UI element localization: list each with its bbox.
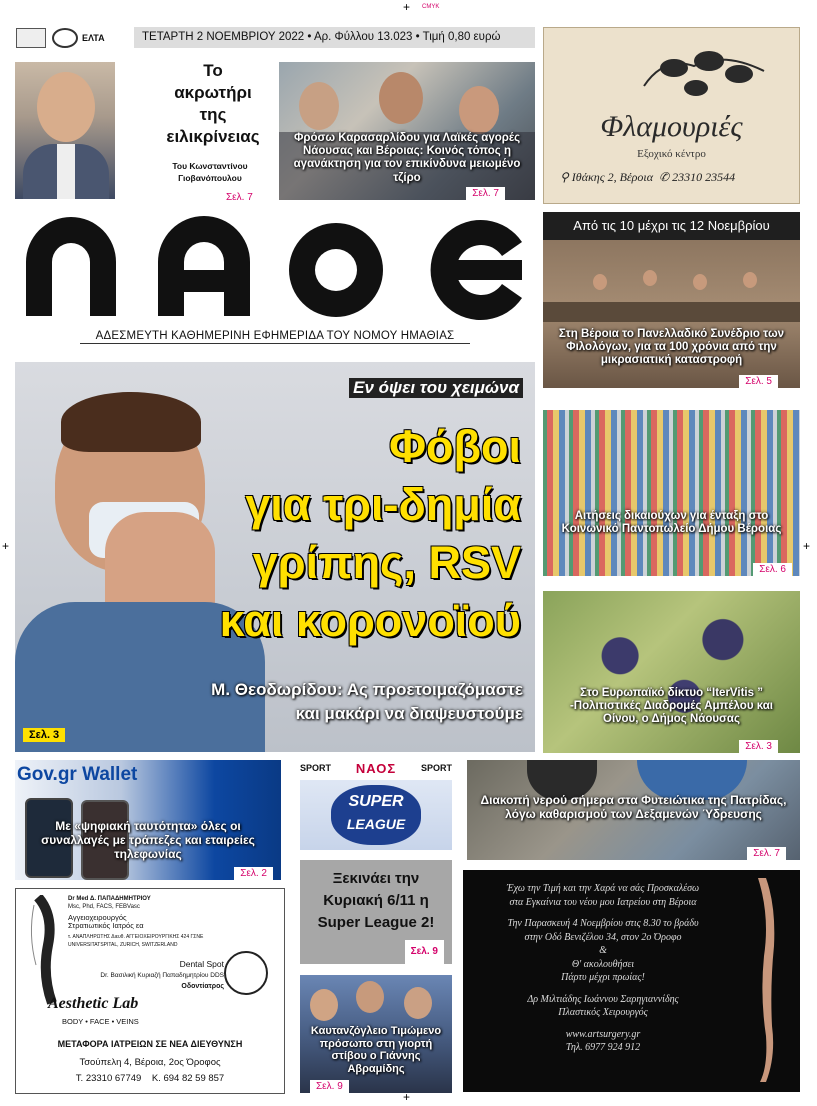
columnist-photo (15, 62, 115, 199)
congress-photo (543, 240, 800, 388)
invite-spacer (469, 1020, 737, 1028)
cmyk-mark: CMYK (422, 4, 440, 10)
column-title-line: της (199, 105, 227, 124)
vitis-page-ref: Σελ. 3 (739, 740, 778, 753)
congress-banner: Από τις 10 μέχρι τις 12 Νοεμβρίου (543, 212, 800, 240)
markets-photo (279, 62, 535, 200)
sport-logo: ΝΑΟΣ (355, 760, 397, 776)
wallet-caption: Με «ψηφιακή ταυτότητα» όλες οι συναλλαγές με τράπεζες και εταιρείες τηλεφωνίας (41, 819, 255, 861)
doc1-title: Αγγειοχειρουργός (68, 913, 127, 922)
invitation-text (469, 882, 737, 1055)
registration-mark: + (2, 539, 10, 553)
congress-story[interactable] (543, 212, 800, 388)
invite-line: Πλαστικός Χειρουργός (558, 1007, 648, 1018)
doctors-ad[interactable] (15, 888, 285, 1094)
doc1-name: Dr Med Δ. ΠΑΠΑΔΗΜΗΤΡΙΟΥ (68, 896, 151, 902)
phone-icon: ✆ (656, 170, 670, 184)
doc1-info (68, 895, 203, 949)
kaftanzoglio-caption: Καυτανζόγλειο Τιμώμενο πρόσωπο στη γιορτή στίβου ο Γιάννης Αβραμίδης (310, 1025, 442, 1075)
congress-page-ref: Σελ. 5 (739, 375, 778, 388)
water-page-ref: Σελ. 7 (747, 847, 786, 860)
location-pin-icon: ⚲ (560, 170, 569, 184)
barcode-icon (16, 28, 46, 48)
vitis-story[interactable] (543, 591, 800, 753)
main-kicker: Εν όψει του χειμώνα (349, 378, 523, 398)
grocery-caption: Αιτήσεις δικαιούχων για ένταξη στο Κοινωνικό Παντοπωλείο Δήμου Βέροιας (561, 510, 782, 536)
wallet-brand: Gov.gr Wallet (17, 764, 138, 785)
invite-spacer (469, 909, 737, 917)
date-line: ΤΕΤΑΡΤΗ 2 ΝΟΕΜΒΡΙΟΥ 2022 • Αρ. Φύλλου 13.023 • Τιμή 0,80 ευρώ (134, 27, 535, 48)
invite-line: στην Οδό Βενιζέλου 34, στον 2ο Όροφο (524, 931, 682, 943)
elta-emblem-icon (52, 28, 78, 48)
doctors-address: Τσούπελη 4, Βέροια, 2ος Όροφος (79, 1057, 221, 1068)
masthead-logo (18, 212, 528, 322)
water-story[interactable] (467, 760, 800, 860)
invite-line: Πάρτυ μέχρι πρωίας! (561, 972, 645, 983)
dental-info (100, 959, 224, 992)
flamouries-name: Φλαμουριές (600, 110, 743, 143)
markets-page-ref: Σελ. 7 (466, 187, 505, 200)
badge-line: SUPER (348, 793, 404, 810)
invite-line: www.artsurgery.gr (565, 1028, 641, 1040)
invite-line: Θ' ακολουθήσει (571, 958, 635, 970)
congress-caption: Στη Βέροια το Πανελλαδικό Συνέδριο των Φιλολόγων, για τα 100 χρόνια από την μικρασιατική καταστροφή (558, 328, 785, 367)
lab-name: Aesthetic Lab (48, 995, 139, 1012)
column-title-line: ειλικρίνειας (166, 127, 260, 146)
wallet-story[interactable] (15, 760, 281, 880)
column-title-line: ακρωτήρι (174, 83, 252, 102)
invitation-ad[interactable] (463, 870, 800, 1092)
leg-silhouette-icon (736, 876, 786, 1086)
markets-caption: Φρόσω Καρασαρλίδου για Λαϊκές αγορές Νάουσας και Βέροιας: Κοινός τόπος η αγανάκτηση για τον επικίνδυνα μειωμένο τζίρο (293, 132, 521, 184)
dental-title: Οδοντίατρος (181, 983, 224, 990)
tooth-icon (224, 951, 268, 995)
relocation-notice: ΜΕΤΑΦΟΡΑ ΙΑΤΡΕΙΩΝ ΣΕ ΝΕΑ ΔΙΕΥΘΥΝΣΗ (57, 1039, 243, 1049)
column-title (128, 60, 298, 148)
registration-mark: + (403, 1090, 411, 1104)
author-line: Του Κωνσταντίνου (172, 161, 248, 171)
doc1-title: Στρατιωτικός Ιατρός εα (68, 921, 144, 930)
invite-line: Τηλ. 6977 924 912 (565, 1042, 641, 1053)
registration-mark: + (803, 539, 811, 553)
vitis-caption: Στο Ευρωπαϊκό δίκτυο “IterVitis ” -Πολιτιστικές Διαδρομές Αμπέλου και Οίνου, ο Δήμος Νάουσας (569, 687, 774, 726)
badge-line: LEAGUE (346, 816, 406, 832)
headline-line: για τρι-δημία (245, 479, 521, 530)
headline-line: γρίπης, RSV (252, 537, 521, 588)
kaftanzoglio-page-ref: Σελ. 9 (310, 1080, 349, 1093)
subhead-line: και μακάρι να διαψευστούμε (295, 704, 523, 723)
main-subhead (211, 678, 523, 726)
invite-line: Την Παρασκευή 4 Νοεμβρίου στις 8.30 το βράδυ (507, 918, 699, 929)
main-headline (220, 418, 521, 650)
author-line: Γιοβανόπουλου (178, 173, 242, 183)
superleague-text: Ξεκινάει την Κυριακή 6/11 η Super League 2! (317, 870, 435, 931)
doc1-cv: UNIVERSITATSPITAL, ZURICH, SWITZERLAND (68, 942, 178, 948)
subhead-line: Μ. Θεοδωρίδου: Ας προετοιμαζόμαστε (211, 680, 523, 699)
invite-spacer (469, 985, 737, 993)
leg-anatomy-icon (24, 895, 64, 1005)
leaves-icon (634, 46, 774, 106)
invite-line: & (599, 945, 607, 956)
column-page-ref: Σελ. 7 (226, 192, 253, 203)
headline-line: και κορονοϊού (219, 595, 521, 646)
water-caption: Διακοπή νερού σήμερα στα Φυτειώτικα της Πατρίδας, λόγω καθαρισμού των Δεξαμενών Ύδρευσης (480, 793, 787, 821)
headline-line: Φόβοι (389, 421, 521, 472)
elta-logo (52, 28, 132, 48)
sport-label-left: SPORT (300, 763, 332, 773)
main-story[interactable] (15, 362, 535, 752)
invite-line: στα Εγκαίνια του νέου μου Ιατρείου στη Βέροια (509, 896, 697, 908)
kaftanzoglio-story[interactable] (300, 975, 452, 1093)
lab-services: BODY • FACE • VEINS (62, 1017, 139, 1026)
sport-label (300, 760, 452, 776)
doc1-degrees: Msc, Phd, FACS, FEBVasc (68, 904, 140, 910)
invite-line: Έχω την Τιμή και την Χαρά να σάς Προσκαλέσω (506, 883, 700, 894)
doc1-cv: τ. ΑΝΑΠΛΗΡΩΤΗΣ Διευθ. ΑΓΓΕΙΟΧΕΙΡΟΥΡΓΙΚΗΣ 424 ΓΣΝΕ (68, 934, 204, 940)
flamouries-phone: 23310 23544 (672, 170, 736, 184)
masthead-subtitle: ΑΔΕΣΜΕΥΤΗ ΚΑΘΗΜΕΡΙΝΗ ΕΦΗΜΕΡΙΔΑ ΤΟΥ ΝΟΜΟΥ ΗΜΑΘΙΑΣ (80, 330, 470, 344)
superleague-page-ref: Σελ. 9 (405, 940, 444, 964)
column-author (155, 160, 265, 184)
flamouries-contact (560, 170, 735, 185)
grocery-story[interactable] (543, 410, 800, 576)
dental-doctor: Dr. Βασιλική Κυριαζή Παπαδημητρίου DDS (100, 972, 224, 979)
grocery-page-ref: Σελ. 6 (753, 563, 792, 576)
flamouries-address: Ιθάκης 2, Βέροια (571, 170, 654, 184)
registration-mark: + (403, 0, 411, 14)
doctors-phones: Τ. 23310 67749 Κ. 694 82 59 857 (75, 1073, 225, 1084)
elta-label: ΕΛΤΑ (82, 33, 105, 43)
wallet-page-ref: Σελ. 2 (234, 867, 273, 880)
flamouries-ad[interactable] (543, 27, 800, 204)
flamouries-tagline: Εξοχικό κέντρο (637, 148, 706, 160)
main-page-ref: Σελ. 3 (23, 728, 65, 742)
superleague-box[interactable] (300, 860, 452, 964)
superleague-badge (300, 780, 452, 850)
invite-line: Δρ Μιλτιάδης Ιωάννου Σαρηγιαννίδης (527, 993, 679, 1005)
column-title-line: Το (203, 61, 223, 80)
dental-name: Dental Spot (179, 959, 224, 969)
sport-label-right: SPORT (420, 763, 452, 773)
